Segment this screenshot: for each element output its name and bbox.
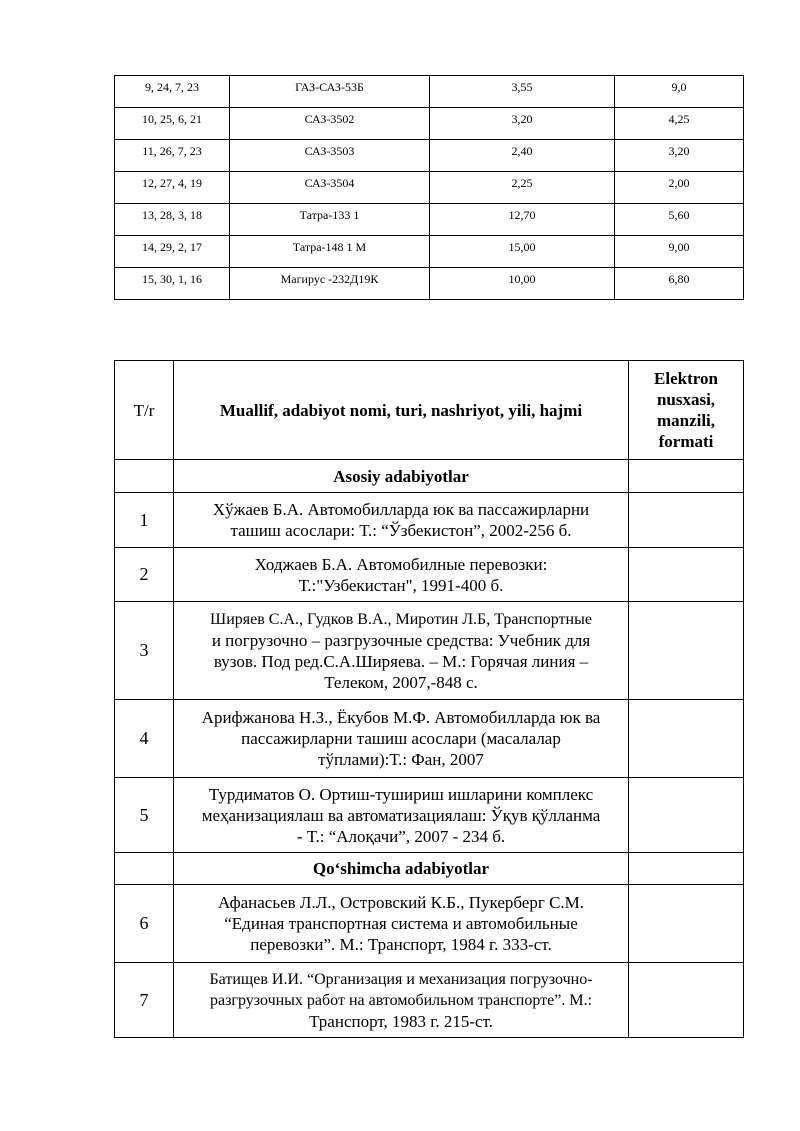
reference-line: Транспорт, 1983 г. 215-ст.	[309, 1011, 493, 1031]
reference-line: Ширяев С.А., Гудков В.А., Миротин Л.Б, Транспортные	[210, 610, 592, 628]
item-number: 5	[115, 778, 174, 853]
header-num: T/r	[115, 361, 174, 460]
table-cell: 4,25	[615, 108, 744, 140]
reference-line: - Т.: “Алоқачи”, 2007 - 234 б.	[296, 826, 506, 846]
section-row-extra	[115, 853, 744, 885]
item-reference	[174, 885, 629, 963]
table-cell: 14, 29, 2, 17	[115, 236, 230, 268]
item-reference	[174, 548, 629, 602]
reference-line: пассажирларни ташиш асослари (масалалар	[241, 729, 561, 748]
section-empty-cell	[629, 853, 744, 885]
reference-line: и погрузочно – разгрузочные средства: Учебник для	[211, 630, 591, 650]
reference-line: Телеком, 2007,-848 с.	[324, 672, 478, 692]
item-electronic	[629, 548, 744, 602]
table-row	[115, 963, 744, 1038]
table-cell: 10,00	[430, 268, 615, 300]
section-empty-cell	[115, 460, 174, 493]
table-cell: 12,70	[430, 204, 615, 236]
table-cell: САЗ-3504	[230, 172, 430, 204]
item-number: 4	[115, 700, 174, 778]
table-row	[115, 700, 744, 778]
table-cell: 3,20	[430, 108, 615, 140]
reference-line: вузов. Под ред.С.А.Ширяева. – М.: Горячая линия –	[213, 651, 589, 671]
reference-line: Турдиматов О. Ортиш-тушириш ишларини комплекс	[208, 784, 594, 804]
reference-line: Т.:"Узбекистан", 1991-400 б.	[298, 575, 504, 595]
reference-line: разгрузочных работ на автомобильном транспорте”. М.:	[209, 991, 593, 1009]
item-reference	[174, 493, 629, 548]
section-row-main	[115, 460, 744, 493]
table-row	[115, 76, 744, 108]
table-cell: САЗ-3502	[230, 108, 430, 140]
table-cell: 2,40	[430, 140, 615, 172]
table-row	[115, 140, 744, 172]
reference-line: меҳанизациялаш ва автоматизациялаш: Ўқув қўлланма	[201, 805, 601, 825]
item-electronic	[629, 963, 744, 1038]
item-reference	[174, 778, 629, 853]
section-title: Asosiy adabiyotlar	[174, 460, 629, 493]
table-row	[115, 204, 744, 236]
reference-line: Хўжаев Б.А. Автомобилларда юк ва пассажирларни	[212, 500, 590, 519]
table-cell: 15,00	[430, 236, 615, 268]
header-electronic-line: Elektron	[654, 369, 718, 388]
item-number: 2	[115, 548, 174, 602]
table-cell: 12, 27, 4, 19	[115, 172, 230, 204]
table-cell: 2,00	[615, 172, 744, 204]
item-electronic	[629, 493, 744, 548]
section-empty-cell	[115, 853, 174, 885]
table-row	[115, 885, 744, 963]
table-row	[115, 236, 744, 268]
item-reference	[174, 963, 629, 1038]
literature-header-row	[115, 361, 744, 460]
table-cell: ГАЗ-САЗ-53Б	[230, 76, 430, 108]
table-row	[115, 172, 744, 204]
table-cell: 3,20	[615, 140, 744, 172]
header-electronic	[629, 361, 744, 460]
reference-line: Ходжаев Б.А. Автомобилные перевозки:	[254, 554, 548, 574]
table-row	[115, 108, 744, 140]
table-row	[115, 548, 744, 602]
item-number: 3	[115, 602, 174, 700]
table-cell: Татра-148 1 М	[230, 236, 430, 268]
table-cell: 11, 26, 7, 23	[115, 140, 230, 172]
header-electronic-line: nusxasi,	[656, 390, 716, 409]
table-cell: 9,0	[615, 76, 744, 108]
literature-table	[114, 360, 744, 1038]
reference-line: “Единая транспортная система и автомобильные	[224, 914, 578, 933]
table-row	[115, 778, 744, 853]
item-number: 7	[115, 963, 174, 1038]
reference-line: Батищев И.И. “Организация и механизация погрузочно-	[209, 970, 593, 988]
table-row	[115, 493, 744, 548]
header-title: Muallif, adabiyot nomi, turi, nashriyot, yili, hajmi	[174, 361, 629, 460]
item-reference	[174, 602, 629, 700]
item-electronic	[629, 885, 744, 963]
table-cell: 10, 25, 6, 21	[115, 108, 230, 140]
item-electronic	[629, 778, 744, 853]
table-cell: 3,55	[430, 76, 615, 108]
table-row	[115, 268, 744, 300]
table-cell: Магирус -232Д19К	[230, 268, 430, 300]
table-cell: 13, 28, 3, 18	[115, 204, 230, 236]
item-electronic	[629, 700, 744, 778]
table-cell: САЗ-3503	[230, 140, 430, 172]
section-title: Qo‘shimcha adabiyotlar	[174, 853, 629, 885]
reference-line: тўплами):Т.: Фан, 2007	[318, 750, 484, 769]
table-cell: 9,00	[615, 236, 744, 268]
reference-line: ташиш асослари: Т.: “Ўзбекистон”, 2002-256 б.	[230, 521, 572, 540]
table-cell: 15, 30, 1, 16	[115, 268, 230, 300]
reference-line: Афанасьев Л.Л., Островский К.Б., Пукерберг С.М.	[217, 893, 585, 912]
header-electronic-line: formati	[658, 432, 714, 451]
item-number: 6	[115, 885, 174, 963]
table-row	[115, 602, 744, 700]
item-number: 1	[115, 493, 174, 548]
header-electronic-line: manzili,	[656, 411, 716, 430]
section-empty-cell	[629, 460, 744, 493]
table-cell: 5,60	[615, 204, 744, 236]
reference-line: Арифжанова Н.З., Ёкубов М.Ф. Автомобилларда юк ва	[201, 708, 601, 727]
table-cell: Татра-133 1	[230, 204, 430, 236]
table-cell: 9, 24, 7, 23	[115, 76, 230, 108]
table-cell: 6,80	[615, 268, 744, 300]
table-cell: 2,25	[430, 172, 615, 204]
item-reference	[174, 700, 629, 778]
vehicle-table	[114, 75, 744, 300]
reference-line: перевозки”. М.: Транспорт, 1984 г. 333-ст.	[250, 935, 552, 954]
item-electronic	[629, 602, 744, 700]
